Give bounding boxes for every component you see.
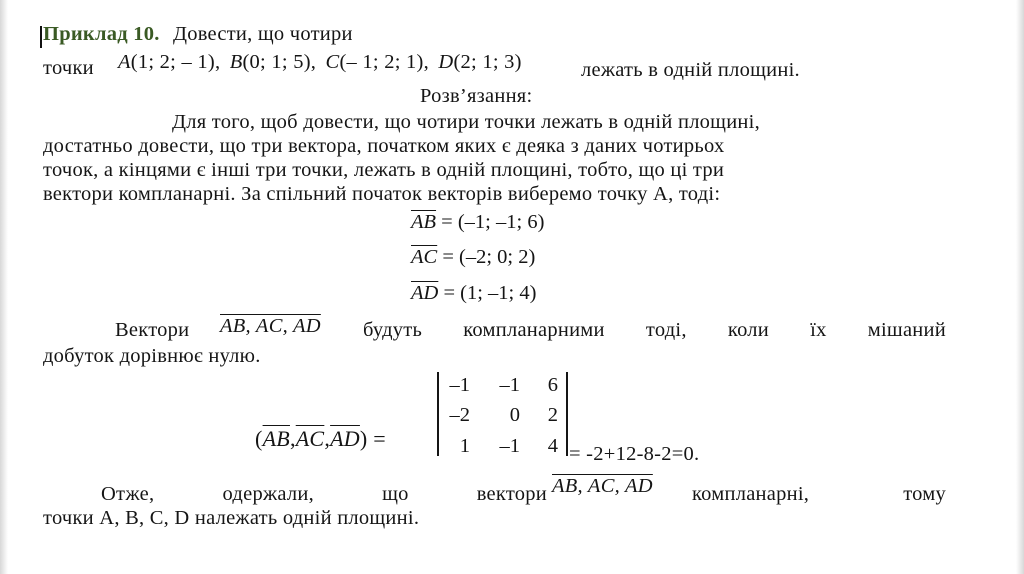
points-list [118,52,522,73]
conclusion-line-2: точки А, В, С, D належать одній площині. [43,507,420,529]
mixed-close-paren: ) = [359,426,386,451]
point-a-name: A [118,51,131,73]
conclusion-start [101,484,547,505]
vector-ab-name: $\overline{AB}$ [411,211,437,233]
points-line [43,58,94,79]
example-header [43,24,353,45]
mixed-vec-ad: $\overline{AD}$ [330,426,360,451]
paragraph-line-2: достатньо довести, що три вектора, початком яких є деяка з даних чотирьох [43,135,725,157]
coplanar-word-1: будуть [363,319,423,341]
coplanar-start: Вектори [115,319,190,341]
matrix-cell-2-3: 2 [547,404,558,426]
conclusion-word-4: вектори [476,483,547,505]
matrix-cell-2-1: –2 [449,404,470,426]
conclusion-word-6: тому [903,483,946,505]
paragraph-line-1: Для того, щоб довести, що чотири точки лежать в одній площині, [172,111,760,133]
point-d-coords: (2; 1; 3) [453,51,522,73]
conclusion-word-3: що [382,483,409,505]
coplanar-vectors: AB, AC, AD [220,315,321,337]
vector-ad-equation [411,283,536,304]
vector-ab-value: = (–1; –1; 6) [441,211,545,233]
matrix-cell-3-2: –1 [499,435,520,457]
mixed-product-result: = -2+12-8-2=0. [569,443,700,465]
coplanar-line-2: добуток дорівнює нулю. [43,345,261,367]
matrix-cell-1-3: 6 [547,374,558,396]
intro-end: лежать в одній площині. [581,59,800,81]
conclusion-end [692,484,946,505]
matrix-cell-1-1: –1 [449,374,470,396]
mixed-vec-ac: $\overline{AC}$ [295,426,325,451]
example-heading: Приклад 10. [43,23,160,45]
coplanar-word-4: коли [727,319,770,341]
task-statement: Довести, що чотири [172,23,353,45]
points-word: точки [43,57,94,79]
text-cursor [40,26,42,48]
right-edge-shadow [1016,0,1024,574]
matrix-cell-3-3: 4 [547,435,558,457]
vector-ac-name: $\overline{AC}$ [411,246,438,268]
conclusion-word-1: Отже, [101,483,155,505]
conclusion-word-2: одержали, [222,483,314,505]
vector-ab-equation [411,212,544,233]
coplanar-word-5: їх [810,319,827,341]
point-c-name: C [325,51,340,73]
coplanar-word-2: компланарними [463,319,605,341]
vector-ac-equation [411,247,535,268]
solution-title: Розв’язання: [420,85,533,107]
point-b-coords: (0; 1; 5), [242,51,317,73]
vector-ad-name: $\overline{AD}$ [411,282,439,304]
mixed-open-paren: ( [255,426,263,451]
mixed-vec-ab: $\overline{AB}$ [262,426,290,451]
matrix-cell-3-1: 1 [459,435,470,457]
conclusion-word-5: компланарні, [692,483,810,505]
paragraph-line-4: вектори компланарні. За спільний початок векторів виберемо точку А, тоді: [43,183,721,205]
left-edge-shadow [0,0,8,574]
point-b-name: B [229,51,243,73]
coplanar-word-3: тоді, [645,319,687,341]
matrix-cell-2-2: 0 [509,404,520,426]
vector-ad-value: = (1; –1; 4) [443,282,537,304]
point-d-name: D [438,51,454,73]
determinant-right-bar [566,372,568,456]
mixed-product: $(\overline{AB},\overline{AC},\overline{AD})$ = [255,426,386,451]
conclusion-vectors: AB, AC, AD [552,475,653,497]
vector-ac-value: = (–2; 0; 2) [442,246,536,268]
point-a-coords: (1; 2; – 1), [130,51,221,73]
paragraph-line-3: точок, а кінцями є інші три точки, лежать в одній площині, тобто, що ці три [43,159,725,181]
matrix-cell-1-2: –1 [499,374,520,396]
point-c-coords: (– 1; 2; 1), [339,51,430,73]
coplanar-word-6: мішаний [867,319,946,341]
coplanar-rest [363,320,946,341]
